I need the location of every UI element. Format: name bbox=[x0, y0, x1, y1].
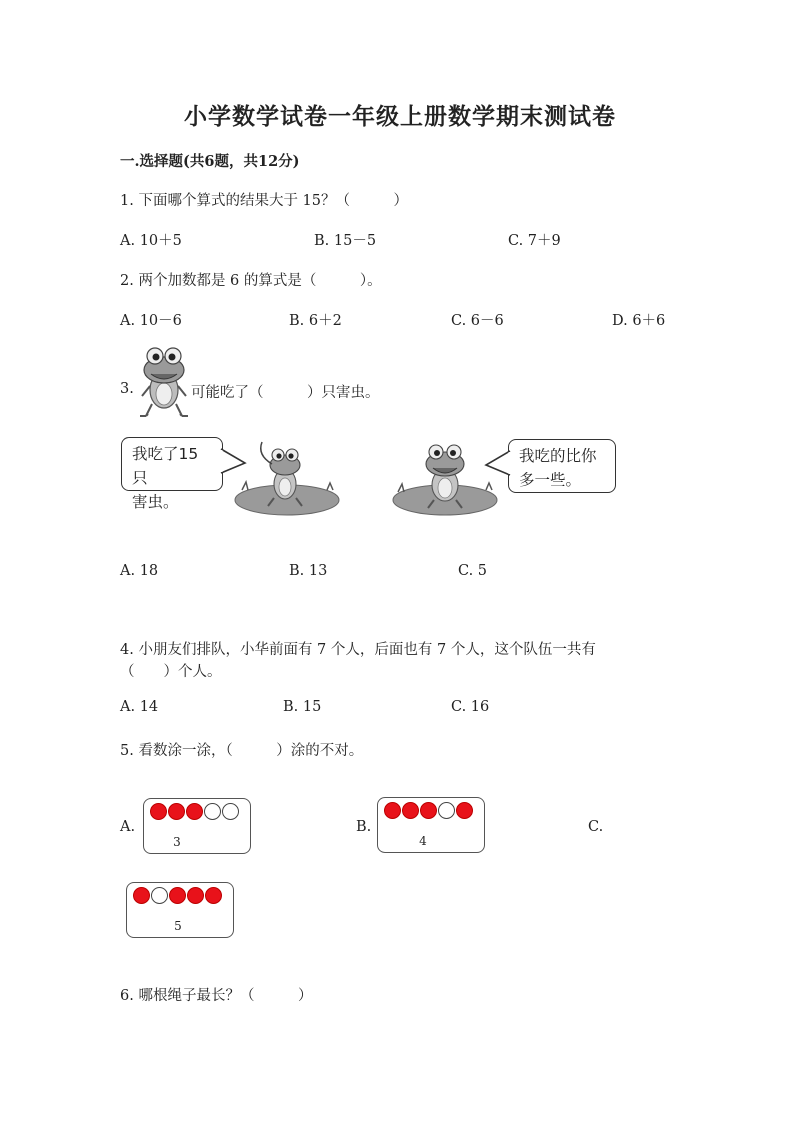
question-4-line-2: （ ）个人。 bbox=[120, 664, 222, 680]
bead-row-c bbox=[133, 887, 222, 904]
q3-option-a: A. 18 bbox=[120, 563, 159, 579]
q2-option-c: C. 6－6 bbox=[451, 313, 504, 329]
q4-option-c: C. 16 bbox=[451, 699, 490, 715]
bead-number-a: 3 bbox=[173, 835, 181, 849]
bead-box-c bbox=[126, 882, 234, 938]
frog-icon bbox=[136, 344, 192, 418]
bead-number-c: 5 bbox=[174, 919, 182, 933]
question-3: 可能吃了（ ）只害虫。 bbox=[191, 385, 380, 401]
red-bead-icon bbox=[384, 802, 401, 819]
bubble-left-line-2: 害虫。 bbox=[132, 493, 179, 511]
question-5: 5. 看数涂一涂，（ ）涂的不对。 bbox=[120, 743, 364, 759]
q4-option-a: A. 14 bbox=[120, 699, 159, 715]
speech-bubble-right bbox=[508, 439, 616, 493]
red-bead-icon bbox=[133, 887, 150, 904]
bubble-right-line-2: 多一些。 bbox=[519, 471, 582, 489]
red-bead-icon bbox=[187, 887, 204, 904]
q4-option-b: B. 15 bbox=[283, 699, 322, 715]
red-bead-icon bbox=[169, 887, 186, 904]
white-bead-icon bbox=[438, 802, 455, 819]
bead-row-b bbox=[384, 802, 473, 819]
question-6: 6. 哪根绳子最长？（ ） bbox=[120, 988, 313, 1004]
q5-label-b: B. bbox=[356, 819, 372, 835]
q2-option-a: A. 10－6 bbox=[120, 313, 182, 329]
red-bead-icon bbox=[150, 803, 167, 820]
white-bead-icon bbox=[151, 887, 168, 904]
red-bead-icon bbox=[205, 887, 222, 904]
bead-box-b bbox=[377, 797, 485, 853]
bead-row-a bbox=[150, 803, 239, 820]
bubble-left-line-1: 我吃了15只 bbox=[132, 445, 199, 487]
red-bead-icon bbox=[456, 802, 473, 819]
red-bead-icon bbox=[168, 803, 185, 820]
q3-option-c: C. 5 bbox=[458, 563, 488, 579]
question-1: 1. 下面哪个算式的结果大于 15？（ ） bbox=[120, 193, 409, 209]
bubble-right-line-1: 我吃的比你 bbox=[519, 447, 597, 465]
q5-label-a: A. bbox=[120, 819, 136, 835]
white-bead-icon bbox=[204, 803, 221, 820]
q1-option-c: C. 7＋9 bbox=[508, 233, 561, 249]
red-bead-icon bbox=[402, 802, 419, 819]
question-2: 2. 两个加数都是 6 的算式是（ ）。 bbox=[120, 273, 382, 289]
speech-bubble-left bbox=[121, 437, 223, 511]
q1-option-a: A. 10＋5 bbox=[120, 233, 182, 249]
question-4-line-1: 4. 小朋友们排队，小华前面有 7 个人，后面也有 7 个人，这个队伍一共有 bbox=[120, 642, 596, 658]
bubble-right-tail-icon bbox=[484, 449, 510, 479]
q2-option-d: D. 6＋6 bbox=[612, 313, 666, 329]
frog-on-lilypad-left-icon bbox=[232, 440, 342, 520]
bead-box-a bbox=[143, 798, 251, 854]
page-title: 小学数学试卷一年级上册数学期末测试卷 bbox=[184, 103, 616, 130]
white-bead-icon bbox=[222, 803, 239, 820]
section-heading: 一.选择题(共6题，共12分) bbox=[120, 153, 300, 170]
red-bead-icon bbox=[186, 803, 203, 820]
question-3-number: 3. bbox=[120, 381, 134, 397]
q1-option-b: B. 15－5 bbox=[314, 233, 377, 249]
q5-label-c: C. bbox=[588, 819, 604, 835]
bead-number-b: 4 bbox=[419, 834, 427, 848]
q2-option-b: B. 6＋2 bbox=[289, 313, 342, 329]
red-bead-icon bbox=[420, 802, 437, 819]
q3-option-b: B. 13 bbox=[289, 563, 328, 579]
